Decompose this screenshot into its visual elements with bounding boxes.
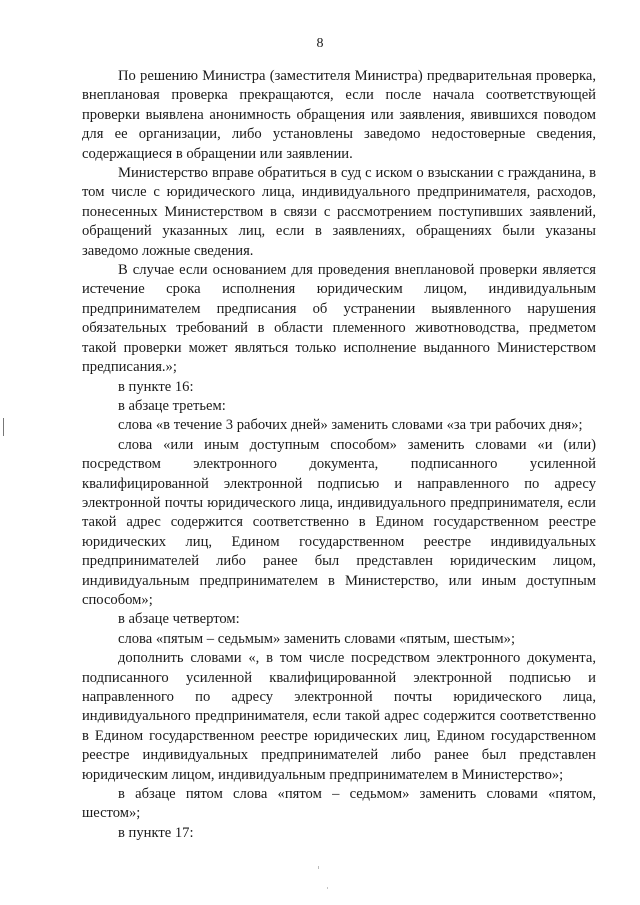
- paragraph-10: дополнить словами «, в том числе посредством электронного документа, подписанного усиленной квалифицированной электронной подписью и направленного по адресу электронной почты юридического лица, индивидуального предпринимателя, если такой адрес содержится соответственно в Едином государственном реестре юридических лиц, Едином государственном реестре индивидуальных предпринимателей либо ранее был представлен юридическим лицом, индивидуальным предпринимателем в Министерство»;: [82, 650, 596, 783]
- paragraph-2: Министерство вправе обратиться в суд с иском о взыскании с гражданина, в том числе с юридического лица, индивидуального предпринимателя, расходов, понесенных Министерством в связи с рассмотрением поступивших заявлений, обращений указанных лиц, если в заявлениях, обращениях были указаны заведомо ложные сведения.: [82, 165, 596, 259]
- paragraph-6: слова «в течение 3 рабочих дней» заменить словами «за три рабочих дня»;: [118, 417, 583, 434]
- document-body: [82, 67, 596, 843]
- paragraph-3: В случае если основанием для проведения внеплановой проверки является истечение срока исполнения юридическим лицом, индивидуальным предпринимателем предписания об устранении выявленного нарушения обязательных требований в области племенного животноводства, предметом такой проверки может являться только исполнение выданного Министерством предписания.»;: [82, 262, 596, 376]
- page-number: 8: [316, 36, 324, 51]
- scan-margin-mark: [3, 418, 4, 436]
- paragraph-7: слова «или иным доступным способом» заменить словами «и (или) посредством электронного документа, подписанного усиленной квалифицированной электронной подписью и направленного по адресу электронной почты юридического лица, индивидуального предпринимателя, если такой адрес содержится соответственно в Едином государственном реестре юридических лиц, Едином государственном реестре индивидуальных предпринимателей либо ранее был представлен юридическим лицом, индивидуальным предпринимателем в Министерство, или иным доступным способом»;: [82, 436, 596, 608]
- scan-speck: [327, 887, 328, 889]
- scan-speck: [318, 866, 319, 869]
- paragraph-12: в пункте 17:: [118, 824, 194, 841]
- paragraph-5: в абзаце третьем:: [118, 397, 226, 414]
- paragraph-4: в пункте 16:: [118, 378, 194, 395]
- paragraph-9: слова «пятым – седьмым» заменить словами «пятым, шестым»;: [118, 630, 515, 647]
- paragraph-11: в абзаце пятом слова «пятом – седьмом» заменить словами «пятом, шестом»;: [82, 786, 596, 822]
- paragraph-1: По решению Министра (заместителя Министра) предварительная проверка, внеплановая проверка прекращаются, если после начала соответствующей проверки выявлена анонимность обращения или заявления, явившихся поводом для ее организации, либо установлены заведомо недостоверные сведения, содержащиеся в обращении или заявлении.: [82, 68, 596, 162]
- paragraph-8: в абзаце четвертом:: [118, 611, 240, 628]
